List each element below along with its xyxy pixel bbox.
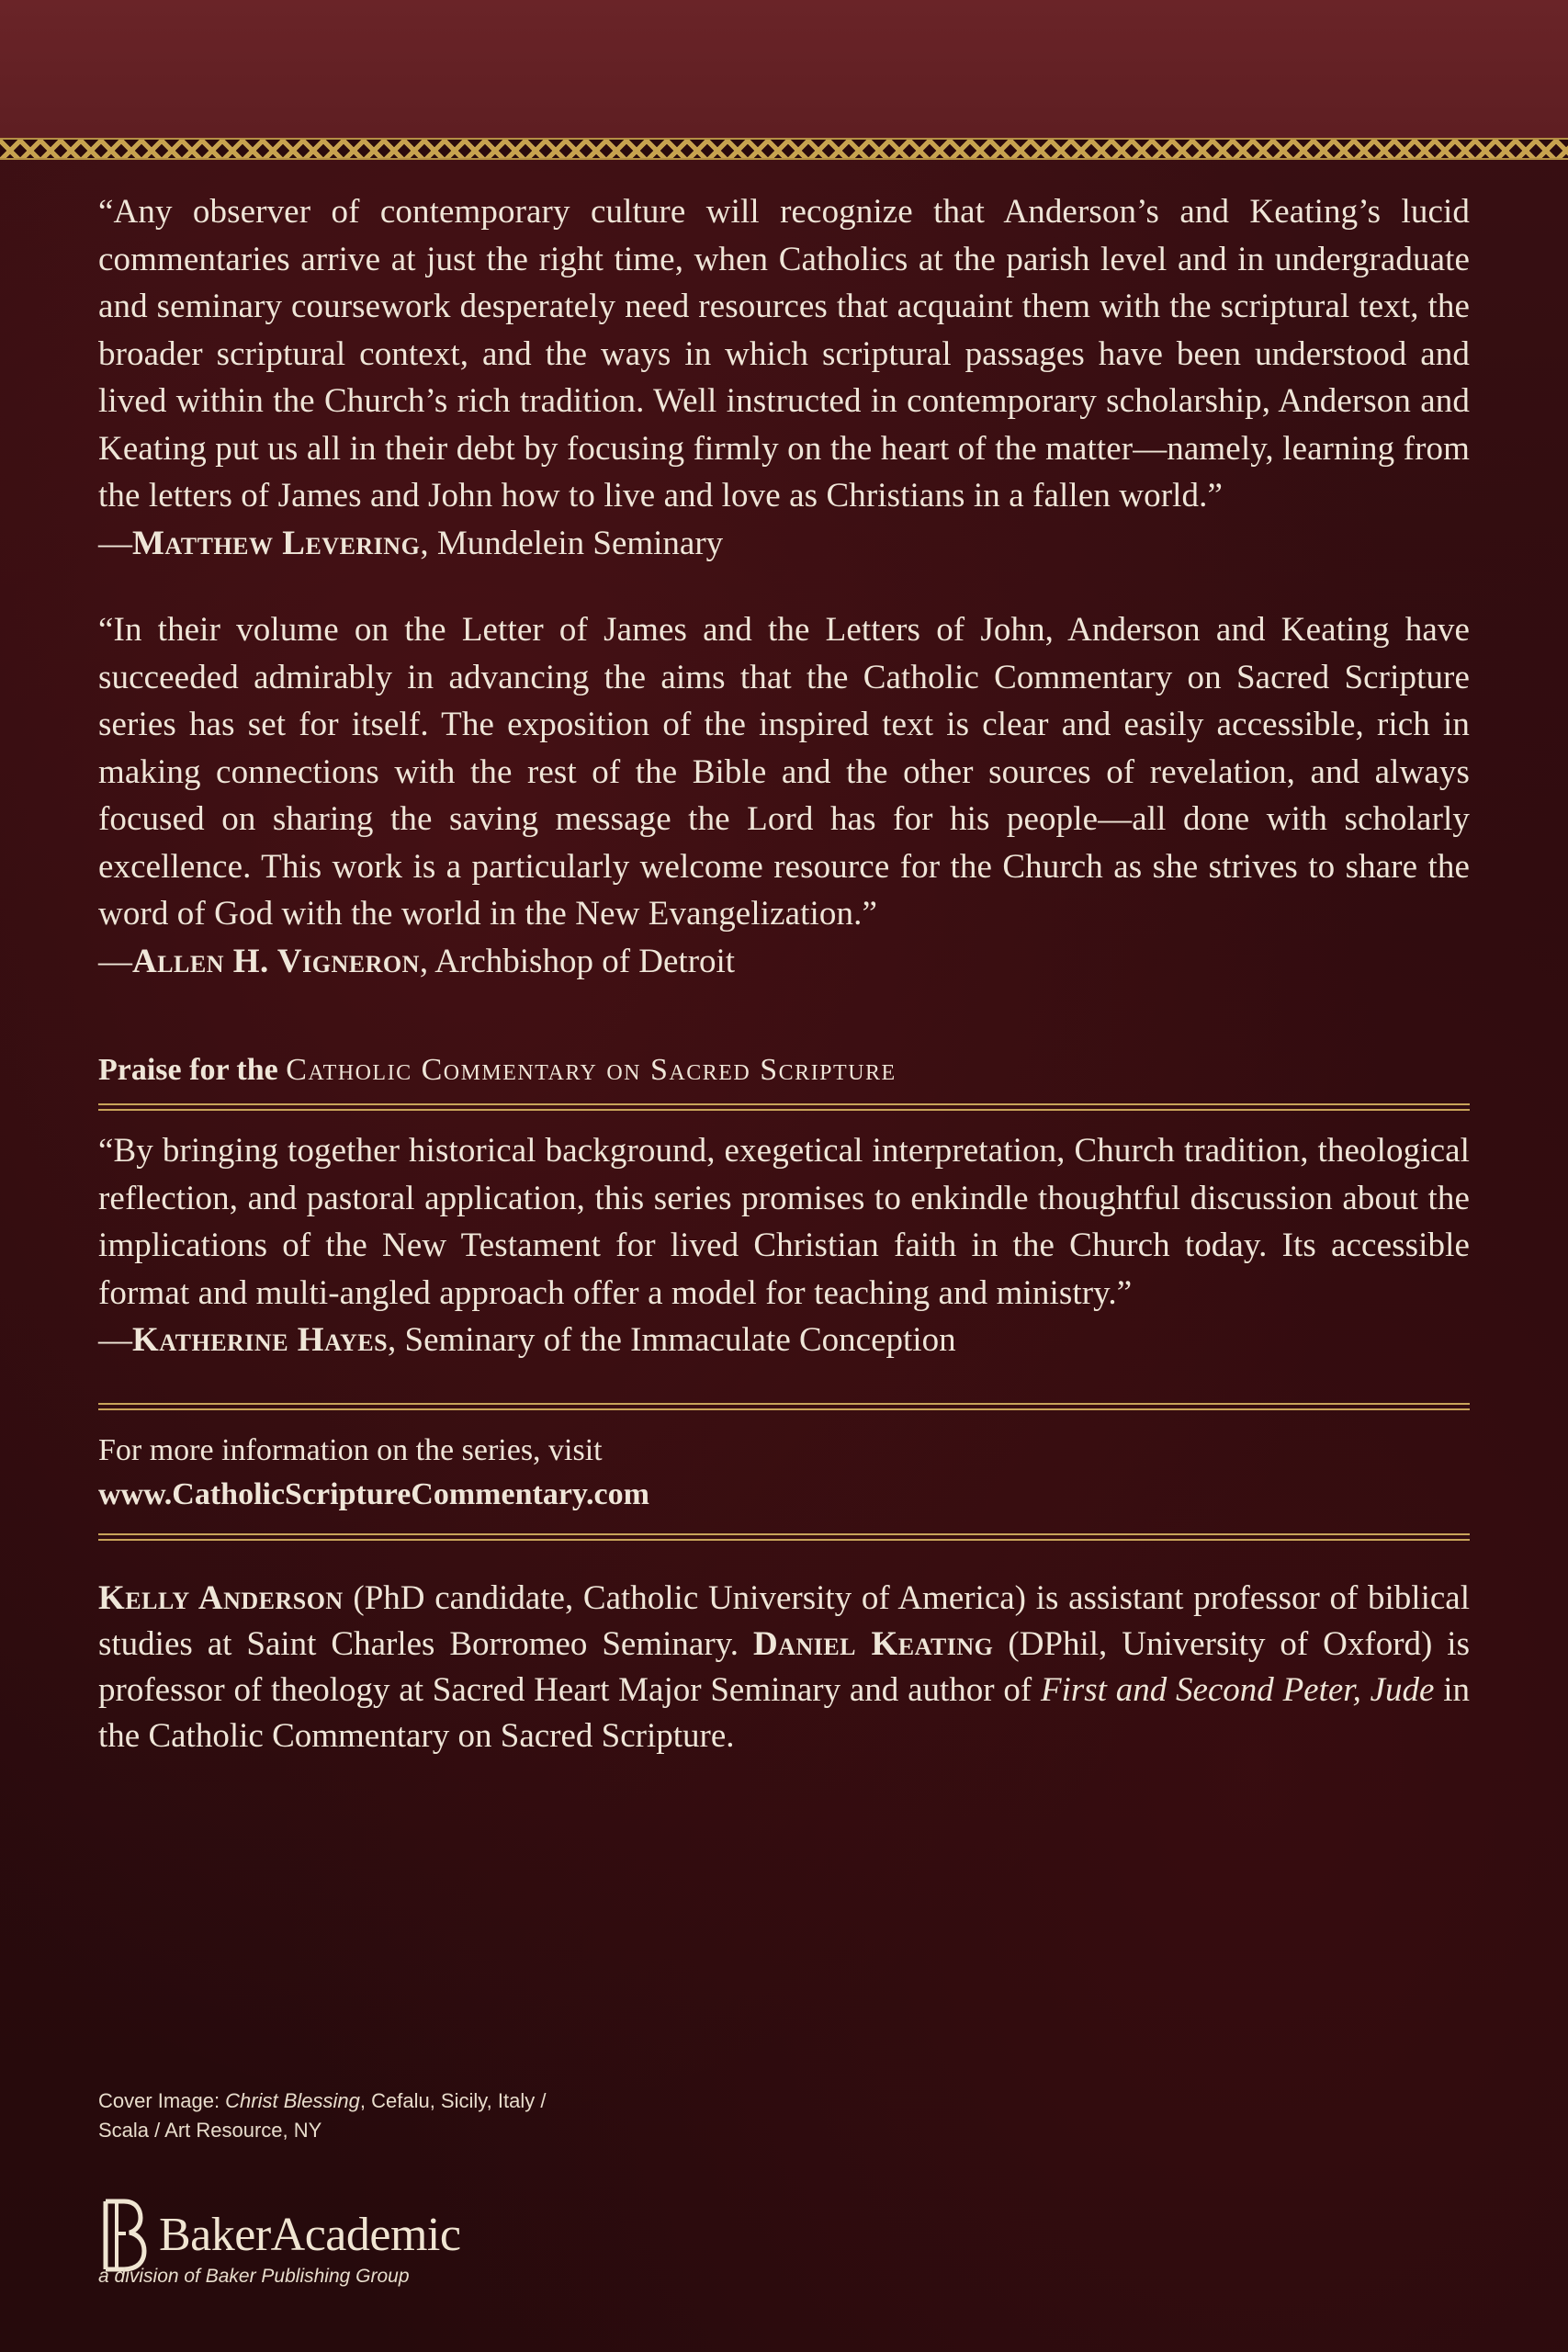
endorsement-quote: “Any observer of contemporary culture will recognize that Anderson’s and Keating’s lucid commentaries arrive at just the right time, when Catholics at the parish level and in undergraduate and seminary coursework desperately need resources that acquaint them with the scriptural text, the broader scriptural context, and the ways in which scriptural passages have been understood and lived within the Church’s rich tradition. Well instructed in contemporary scholarship, Anderson and Keating put us all in their debt by focusing firmly on the heart of the matter—namely, learning from the letters of James and John how to live and love as Christians in a fallen world.” <box>98 193 1470 514</box>
author-name: Daniel Keating <box>752 1624 994 1663</box>
author-name: Kelly Anderson <box>98 1578 344 1617</box>
gold-double-rule <box>98 1533 1470 1541</box>
top-color-band <box>0 0 1568 138</box>
series-name: Catholic Commentary on Sacred Scripture <box>286 1053 897 1087</box>
publisher-tagline: a division of Baker Publishing Group <box>98 2266 410 2287</box>
endorsement-attribution: —Allen H. Vigneron, Archbishop of Detroit <box>98 942 736 980</box>
author-bios: Kelly Anderson (PhD candidate, Catholic University of America) is assistant professor of biblical studies at Saint Charles Borromeo Seminary. Daniel Keating (DPhil, University of Oxford) is professor of theology at Sacred Heart Major Seminary and author of First and Second Peter, Jude in the Catholic Commentary on Sacred Scripture. <box>98 1578 1471 1755</box>
book-title: First and Second Peter, Jude <box>1040 1670 1435 1709</box>
endorser-name: Matthew Levering <box>132 524 421 562</box>
endorser-name: Katherine Hayes <box>132 1321 389 1359</box>
more-info <box>98 1429 1470 1517</box>
praise-heading: Praise for the Catholic Commentary on Sacred Scripture <box>98 1053 897 1087</box>
cover-image-credit: Cover Image: Christ Blessing, Cefalu, Sicily, Italy / Scala / Art Resource, NY <box>98 2089 547 2142</box>
endorser-affiliation: , Archbishop of Detroit <box>419 942 736 980</box>
endorsement-levering <box>98 188 1470 567</box>
decorative-border <box>0 138 1568 160</box>
endorsement-vigneron <box>98 606 1470 985</box>
series-website-link[interactable]: www.CatholicScriptureCommentary.com <box>98 1476 649 1511</box>
publisher-name: BakerAcademic <box>159 2209 461 2261</box>
endorser-affiliation: , Mundelein Seminary <box>420 524 724 562</box>
publisher-logo <box>96 2196 460 2275</box>
series-attribution: —Katherine Hayes, Seminary of the Immaculate Conception <box>98 1321 956 1359</box>
endorser-name: Allen H. Vigneron <box>132 942 420 980</box>
baker-b-logo-icon <box>96 2196 150 2275</box>
endorsement-quote: “In their volume on the Letter of James and the Letters of John, Anderson and Keating have succeeded admirably in advancing the aims that the Catholic Commentary on Sacred Scripture series has set for itself. The exposition of the inspired text is clear and easily accessible, rich in making connections with the rest of the Bible and the other sources of revelation, and always focused on sharing the saving message the Lord has for his people—all done with scholarly excellence. This work is a particularly welcome resource for the Church as she strives to share the word of God with the world in the New Evangelization.” <box>98 611 1470 933</box>
series-quote: “By bringing together historical background, exegetical interpretation, Church tradition, theological reflection, and pastoral application, this series promises to enkindle thoughtful discussion about the implications of the New Testament for lived Christian faith in the Church today. Its accessible format and multi-angled approach offer a model for teaching and ministry.” <box>98 1132 1470 1312</box>
artwork-title: Christ Blessing <box>225 2089 360 2112</box>
endorser-affiliation: , Seminary of the Immaculate Conception <box>388 1321 956 1359</box>
series-endorsement <box>98 1127 1470 1364</box>
gold-double-rule <box>98 1103 1470 1111</box>
cover-text <box>98 188 1470 1793</box>
endorsement-attribution: —Matthew Levering, Mundelein Seminary <box>98 524 724 562</box>
more-info-text: For more information on the series, visit <box>98 1432 603 1467</box>
gold-double-rule <box>98 1403 1470 1410</box>
